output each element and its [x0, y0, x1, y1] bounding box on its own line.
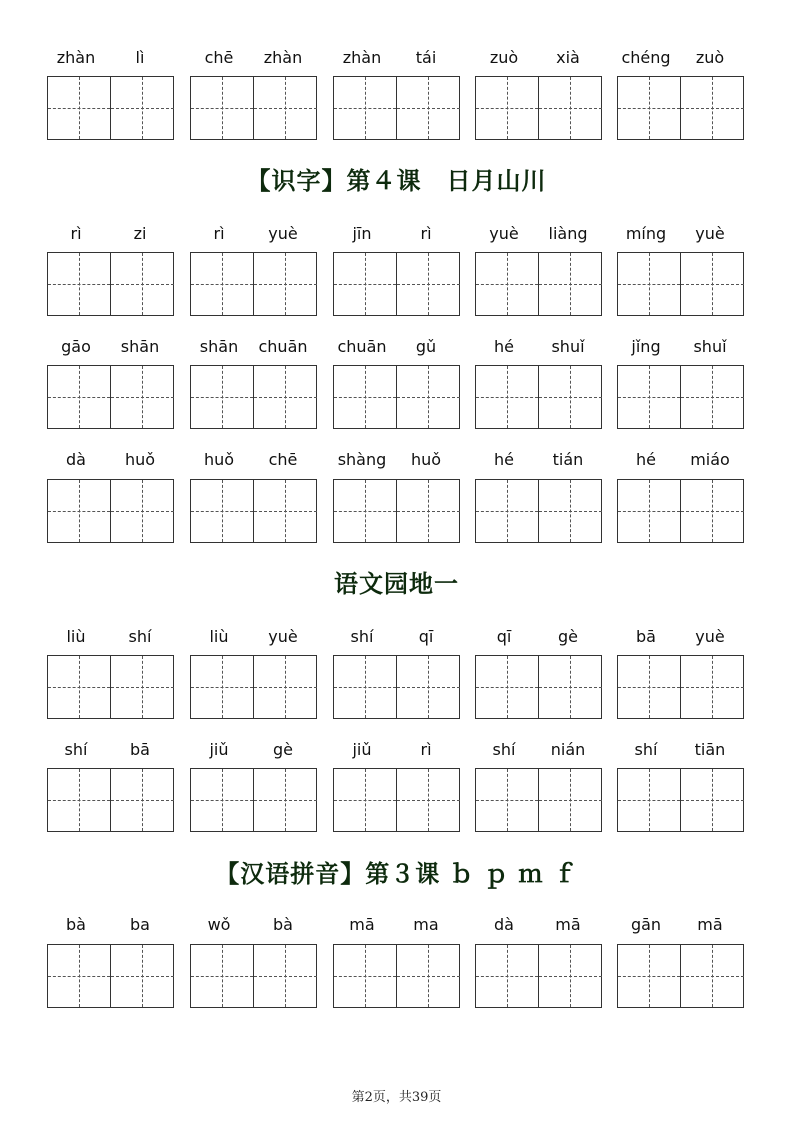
tian-zi-ge-cell — [191, 366, 254, 428]
word-writing-box — [190, 76, 317, 140]
section-title-garden-1: 语文园地一 — [334, 569, 459, 598]
tian-zi-ge-cell — [48, 480, 111, 542]
dashed-guide-vertical — [507, 480, 508, 542]
pinyin-label: bā — [636, 627, 656, 646]
dashed-guide-vertical — [365, 366, 366, 428]
pinyin-label: qī — [496, 627, 512, 646]
tian-zi-ge-cell — [111, 77, 174, 139]
dashed-guide-vertical — [649, 656, 650, 718]
tian-zi-ge-cell — [191, 253, 254, 315]
pinyin-label: shí — [64, 740, 88, 759]
dashed-guide-vertical — [142, 366, 143, 428]
dashed-guide-vertical — [570, 656, 571, 718]
pinyin-label: rì — [420, 224, 432, 243]
dashed-guide-vertical — [570, 366, 571, 428]
tian-zi-ge-cell — [539, 656, 602, 718]
tian-zi-ge-cell — [48, 945, 111, 1007]
writing-grid-row — [47, 365, 757, 431]
tian-zi-ge-cell — [681, 480, 744, 542]
dashed-guide-vertical — [222, 769, 223, 831]
tian-zi-ge-cell — [618, 945, 681, 1007]
dashed-guide-vertical — [79, 480, 80, 542]
pinyin-label: xià — [556, 48, 580, 67]
pinyin-row — [40, 738, 760, 762]
word-writing-box — [617, 76, 744, 140]
dashed-guide-vertical — [712, 656, 713, 718]
pinyin-label: yuè — [268, 224, 298, 243]
tian-zi-ge-cell — [397, 480, 460, 542]
tian-zi-ge-cell — [681, 366, 744, 428]
dashed-guide-vertical — [365, 656, 366, 718]
pinyin-row — [40, 335, 760, 359]
pinyin-label: hé — [636, 450, 656, 469]
dashed-guide-vertical — [428, 656, 429, 718]
pinyin-label: shuǐ — [693, 337, 727, 356]
dashed-guide-vertical — [570, 253, 571, 315]
tian-zi-ge-cell — [476, 480, 539, 542]
pinyin-label: shān — [199, 337, 239, 356]
word-writing-box — [190, 655, 317, 719]
tian-zi-ge-cell — [618, 656, 681, 718]
dashed-guide-vertical — [222, 253, 223, 315]
tian-zi-ge-cell — [111, 769, 174, 831]
tian-zi-ge-cell — [618, 769, 681, 831]
pinyin-label: mā — [697, 915, 723, 934]
dashed-guide-vertical — [712, 366, 713, 428]
pinyin-label: rì — [70, 224, 82, 243]
dashed-guide-vertical — [570, 945, 571, 1007]
section-title-lesson-4: 【识字】第４课 日月山川 — [246, 166, 547, 195]
tian-zi-ge-cell — [476, 945, 539, 1007]
tian-zi-ge-cell — [48, 656, 111, 718]
word-writing-box — [333, 76, 460, 140]
pinyin-label: bà — [273, 915, 293, 934]
writing-grid-row — [47, 76, 757, 142]
word-writing-box — [475, 365, 602, 429]
pinyin-label: jīn — [352, 224, 372, 243]
pinyin-label: gǔ — [415, 337, 437, 356]
pinyin-label: qī — [418, 627, 434, 646]
pinyin-label: hé — [494, 450, 514, 469]
word-writing-box — [47, 944, 174, 1008]
dashed-guide-vertical — [222, 945, 223, 1007]
dashed-guide-vertical — [507, 366, 508, 428]
dashed-guide-vertical — [712, 77, 713, 139]
tian-zi-ge-cell — [397, 656, 460, 718]
tian-zi-ge-cell — [397, 366, 460, 428]
word-writing-box — [475, 76, 602, 140]
tian-zi-ge-cell — [476, 769, 539, 831]
tian-zi-ge-cell — [334, 77, 397, 139]
pinyin-row — [40, 448, 760, 472]
word-writing-box — [47, 76, 174, 140]
tian-zi-ge-cell — [48, 77, 111, 139]
word-writing-box — [333, 479, 460, 543]
tian-zi-ge-cell — [191, 656, 254, 718]
section-title-pinyin-lesson-3: 【汉语拼音】第３课 ｂ ｐ ｍ ｆ — [215, 859, 578, 888]
tian-zi-ge-cell — [191, 945, 254, 1007]
pinyin-label: yuè — [695, 627, 725, 646]
pinyin-label: zuò — [695, 48, 725, 67]
writing-grid-row — [47, 768, 757, 834]
tian-zi-ge-cell — [111, 253, 174, 315]
pinyin-label: ba — [130, 915, 150, 934]
tian-zi-ge-cell — [254, 253, 317, 315]
word-writing-box — [190, 479, 317, 543]
word-writing-box — [47, 768, 174, 832]
dashed-guide-vertical — [365, 769, 366, 831]
pinyin-label: chuān — [258, 337, 308, 356]
tian-zi-ge-cell — [334, 480, 397, 542]
word-writing-box — [475, 252, 602, 316]
tian-zi-ge-cell — [397, 769, 460, 831]
dashed-guide-vertical — [570, 77, 571, 139]
pinyin-label: dà — [66, 450, 86, 469]
pinyin-label: huǒ — [124, 450, 156, 469]
pinyin-label: shuǐ — [551, 337, 585, 356]
word-writing-box — [333, 768, 460, 832]
tian-zi-ge-cell — [48, 769, 111, 831]
word-writing-box — [617, 252, 744, 316]
pinyin-label: bā — [130, 740, 150, 759]
dashed-guide-vertical — [507, 945, 508, 1007]
tian-zi-ge-cell — [618, 366, 681, 428]
pinyin-row — [40, 46, 760, 70]
word-writing-box — [333, 944, 460, 1008]
dashed-guide-vertical — [79, 77, 80, 139]
pinyin-label: rì — [420, 740, 432, 759]
tian-zi-ge-cell — [397, 945, 460, 1007]
tian-zi-ge-cell — [48, 366, 111, 428]
tian-zi-ge-cell — [334, 253, 397, 315]
tian-zi-ge-cell — [111, 480, 174, 542]
word-writing-box — [333, 252, 460, 316]
dashed-guide-vertical — [79, 253, 80, 315]
pinyin-label: zhàn — [263, 48, 303, 67]
word-writing-box — [190, 365, 317, 429]
dashed-guide-vertical — [222, 480, 223, 542]
word-writing-box — [617, 655, 744, 719]
pinyin-label: shí — [492, 740, 516, 759]
pinyin-label: mā — [555, 915, 581, 934]
pinyin-label: wǒ — [207, 915, 231, 934]
dashed-guide-vertical — [285, 480, 286, 542]
dashed-guide-vertical — [428, 253, 429, 315]
word-writing-box — [617, 479, 744, 543]
tian-zi-ge-cell — [539, 945, 602, 1007]
pinyin-label: yuè — [268, 627, 298, 646]
tian-zi-ge-cell — [254, 480, 317, 542]
tian-zi-ge-cell — [334, 366, 397, 428]
dashed-guide-vertical — [507, 656, 508, 718]
dashed-guide-vertical — [79, 945, 80, 1007]
pinyin-label: chéng — [621, 48, 671, 67]
dashed-guide-vertical — [365, 77, 366, 139]
dashed-guide-vertical — [285, 253, 286, 315]
dashed-guide-vertical — [428, 945, 429, 1007]
word-writing-box — [190, 768, 317, 832]
pinyin-label: mā — [349, 915, 375, 934]
dashed-guide-vertical — [142, 253, 143, 315]
pinyin-label: jiǔ — [209, 740, 229, 759]
pinyin-label: tián — [552, 450, 584, 469]
tian-zi-ge-cell — [476, 253, 539, 315]
pinyin-label: gāo — [61, 337, 91, 356]
tian-zi-ge-cell — [539, 77, 602, 139]
pinyin-label: huǒ — [410, 450, 442, 469]
tian-zi-ge-cell — [539, 769, 602, 831]
pinyin-label: miáo — [690, 450, 730, 469]
pinyin-label: chē — [268, 450, 298, 469]
tian-zi-ge-cell — [539, 480, 602, 542]
word-writing-box — [47, 252, 174, 316]
pinyin-label: nián — [550, 740, 586, 759]
pinyin-label: chē — [204, 48, 234, 67]
pinyin-row — [40, 913, 760, 937]
pinyin-label: bà — [66, 915, 86, 934]
pinyin-label: rì — [213, 224, 225, 243]
pinyin-label: yuè — [489, 224, 519, 243]
dashed-guide-vertical — [142, 480, 143, 542]
dashed-guide-vertical — [365, 253, 366, 315]
pinyin-label: shí — [128, 627, 152, 646]
tian-zi-ge-cell — [681, 945, 744, 1007]
pinyin-label: ma — [413, 915, 439, 934]
word-writing-box — [190, 944, 317, 1008]
tian-zi-ge-cell — [681, 253, 744, 315]
word-writing-box — [47, 365, 174, 429]
tian-zi-ge-cell — [681, 77, 744, 139]
tian-zi-ge-cell — [334, 945, 397, 1007]
writing-grid-row — [47, 479, 757, 545]
pinyin-label: shí — [350, 627, 374, 646]
word-writing-box — [475, 768, 602, 832]
pinyin-label: tái — [415, 48, 437, 67]
word-writing-box — [47, 655, 174, 719]
word-writing-box — [190, 252, 317, 316]
pinyin-label: liù — [66, 627, 86, 646]
word-writing-box — [617, 365, 744, 429]
dashed-guide-vertical — [712, 945, 713, 1007]
writing-grid-row — [47, 655, 757, 721]
tian-zi-ge-cell — [618, 480, 681, 542]
dashed-guide-vertical — [649, 253, 650, 315]
tian-zi-ge-cell — [254, 945, 317, 1007]
dashed-guide-vertical — [649, 769, 650, 831]
dashed-guide-vertical — [365, 945, 366, 1007]
writing-grid-row — [47, 252, 757, 318]
dashed-guide-vertical — [285, 656, 286, 718]
word-writing-box — [47, 479, 174, 543]
pinyin-row — [40, 625, 760, 649]
tian-zi-ge-cell — [191, 480, 254, 542]
pinyin-label: gān — [630, 915, 662, 934]
pinyin-label: zhàn — [342, 48, 382, 67]
tian-zi-ge-cell — [681, 769, 744, 831]
tian-zi-ge-cell — [618, 77, 681, 139]
pinyin-label: zhàn — [56, 48, 96, 67]
pinyin-label: jǐng — [631, 337, 661, 356]
tian-zi-ge-cell — [254, 77, 317, 139]
dashed-guide-vertical — [222, 656, 223, 718]
tian-zi-ge-cell — [254, 769, 317, 831]
pinyin-label: yuè — [695, 224, 725, 243]
pinyin-label: jiǔ — [352, 740, 372, 759]
tian-zi-ge-cell — [681, 656, 744, 718]
tian-zi-ge-cell — [111, 366, 174, 428]
dashed-guide-vertical — [285, 366, 286, 428]
dashed-guide-vertical — [570, 480, 571, 542]
dashed-guide-vertical — [428, 769, 429, 831]
dashed-guide-vertical — [507, 253, 508, 315]
pinyin-label: huǒ — [203, 450, 235, 469]
word-writing-box — [475, 655, 602, 719]
writing-grid-row — [47, 944, 757, 1010]
tian-zi-ge-cell — [476, 366, 539, 428]
tian-zi-ge-cell — [191, 769, 254, 831]
dashed-guide-vertical — [649, 945, 650, 1007]
pinyin-label: shàng — [337, 450, 387, 469]
word-writing-box — [617, 768, 744, 832]
dashed-guide-vertical — [79, 769, 80, 831]
word-writing-box — [333, 365, 460, 429]
dashed-guide-vertical — [365, 480, 366, 542]
tian-zi-ge-cell — [539, 366, 602, 428]
dashed-guide-vertical — [507, 77, 508, 139]
pinyin-label: shān — [120, 337, 160, 356]
dashed-guide-vertical — [649, 77, 650, 139]
tian-zi-ge-cell — [334, 769, 397, 831]
tian-zi-ge-cell — [397, 77, 460, 139]
dashed-guide-vertical — [428, 77, 429, 139]
dashed-guide-vertical — [285, 945, 286, 1007]
dashed-guide-vertical — [712, 769, 713, 831]
dashed-guide-vertical — [79, 656, 80, 718]
dashed-guide-vertical — [142, 656, 143, 718]
pinyin-label: míng — [625, 224, 667, 243]
pinyin-row — [40, 222, 760, 246]
tian-zi-ge-cell — [48, 253, 111, 315]
word-writing-box — [617, 944, 744, 1008]
dashed-guide-vertical — [712, 480, 713, 542]
dashed-guide-vertical — [285, 77, 286, 139]
tian-zi-ge-cell — [618, 253, 681, 315]
pinyin-label: liàng — [548, 224, 588, 243]
pinyin-label: zuò — [489, 48, 519, 67]
dashed-guide-vertical — [142, 769, 143, 831]
tian-zi-ge-cell — [539, 253, 602, 315]
pinyin-label: tiān — [694, 740, 726, 759]
dashed-guide-vertical — [222, 366, 223, 428]
word-writing-box — [333, 655, 460, 719]
dashed-guide-vertical — [142, 945, 143, 1007]
pinyin-label: liù — [209, 627, 229, 646]
pinyin-label: zi — [133, 224, 147, 243]
pinyin-label: gè — [273, 740, 293, 759]
dashed-guide-vertical — [649, 366, 650, 428]
dashed-guide-vertical — [649, 480, 650, 542]
tian-zi-ge-cell — [254, 366, 317, 428]
word-writing-box — [475, 479, 602, 543]
pinyin-label: gè — [558, 627, 578, 646]
dashed-guide-vertical — [428, 480, 429, 542]
dashed-guide-vertical — [570, 769, 571, 831]
tian-zi-ge-cell — [111, 945, 174, 1007]
pinyin-label: dà — [494, 915, 514, 934]
dashed-guide-vertical — [428, 366, 429, 428]
tian-zi-ge-cell — [191, 77, 254, 139]
tian-zi-ge-cell — [397, 253, 460, 315]
pinyin-label: lì — [135, 48, 145, 67]
word-writing-box — [475, 944, 602, 1008]
pinyin-label: chuān — [337, 337, 387, 356]
tian-zi-ge-cell — [111, 656, 174, 718]
tian-zi-ge-cell — [476, 656, 539, 718]
page-footer: 第2页，共39页 — [351, 1090, 442, 1105]
tian-zi-ge-cell — [334, 656, 397, 718]
dashed-guide-vertical — [285, 769, 286, 831]
pinyin-label: shí — [634, 740, 658, 759]
dashed-guide-vertical — [712, 253, 713, 315]
dashed-guide-vertical — [142, 77, 143, 139]
pinyin-label: hé — [494, 337, 514, 356]
dashed-guide-vertical — [507, 769, 508, 831]
dashed-guide-vertical — [222, 77, 223, 139]
dashed-guide-vertical — [79, 366, 80, 428]
tian-zi-ge-cell — [254, 656, 317, 718]
tian-zi-ge-cell — [476, 77, 539, 139]
